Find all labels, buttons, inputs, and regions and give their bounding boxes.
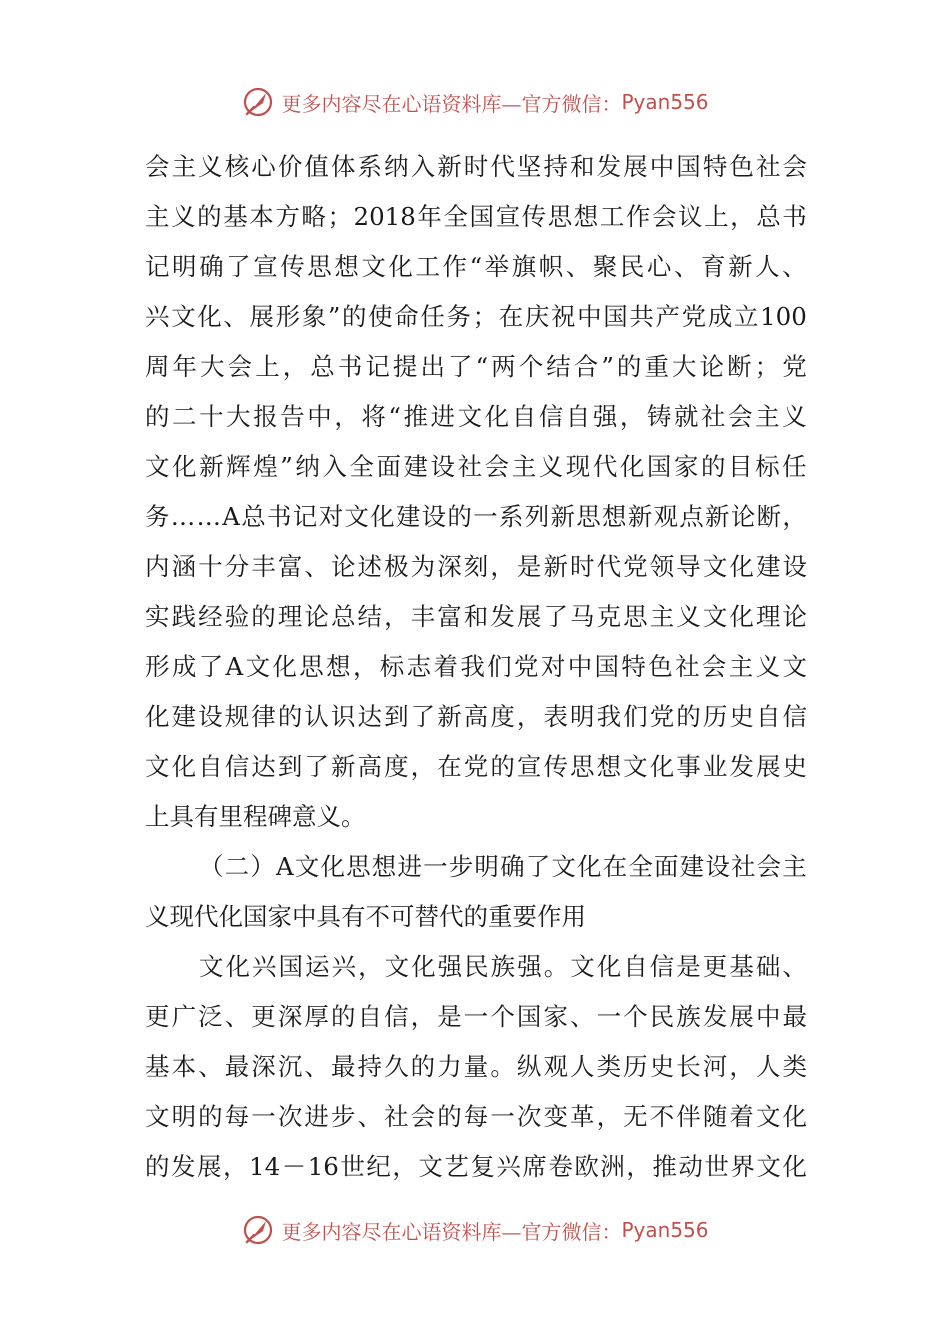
header-watermark — [0, 80, 950, 124]
text-line: 形 成 了 A 文 化 思 想 ， 标 志 着 我 们 党 对 中 国 特 色 社 会 主 义 文 — [145, 652, 807, 681]
quill-logo-icon — [241, 1213, 275, 1247]
text-line: 更 广 泛 、 更 深 厚 的 自 信 ， 是 一 个 国 家 、 一 个 民 族 发 展 中 最 — [145, 1002, 807, 1031]
text-line: 化 建 设 规 律 的 认 识 达 到 了 新 高 度 ， 表 明 我 们 党 的 历 史 自 信 — [145, 702, 807, 731]
footer-watermark — [0, 1208, 950, 1252]
section-heading-line: （ 二 ） A 文 化 思 想 进 一 步 明 确 了 文 化 在 全 面 建 设 社 会 主 — [199, 852, 807, 881]
section-heading-line: 义现代化国家中具有不可替代的重要作用 — [145, 902, 586, 931]
text-line: 会 主 义 核 心 价 值 体 系 纳 入 新 时 代 坚 持 和 发 展 中 国 特 色 社 会 — [145, 152, 807, 181]
text-line: 的 发 展 ， 14 － 16 世 纪 ， 文 艺 复 兴 席 卷 欧 洲 ， 推 动 世 界 文 化 — [145, 1152, 807, 1181]
text-line: 记 明 确 了 宣 传 思 想 文 化 工 作 “ 举 旗 帜 、 聚 民 心 、 育 新 人 、 — [145, 252, 807, 281]
text-line: 上具有里程碑意义。 — [145, 802, 366, 831]
text-line: 周 年 大 会 上 ， 总 书 记 提 出 了 “ 两 个 结 合 ” 的 重 大 论 断 ； 党 — [145, 352, 807, 381]
text-line: 兴 文 化 、 展 形 象 ” 的 使 命 任 务 ； 在 庆 祝 中 国 共 产 党 成 立 100 — [145, 302, 807, 331]
header-watermark-text: 更多内容尽在心语资料库—官方微信： — [281, 91, 622, 116]
text-line: 主 义 的 基 本 方 略 ； 2018 年 全 国 宣 传 思 想 工 作 会 议 上 ， 总 书 — [145, 202, 807, 231]
document-body — [145, 142, 807, 1192]
text-line: 文 化 自 信 达 到 了 新 高 度 ， 在 党 的 宣 传 思 想 文 化 事 业 发 展 史 — [145, 752, 807, 781]
text-line: 文 化 新 辉 煌 ” 纳 入 全 面 建 设 社 会 主 义 现 代 化 国 家 的 目 标 任 — [145, 452, 807, 481]
text-line: 文 化 兴 国 运 兴 ， 文 化 强 民 族 强 。 文 化 自 信 是 更 基 础 、 — [199, 952, 807, 981]
text-line: 文 明 的 每 一 次 进 步 、 社 会 的 每 一 次 变 革 ， 无 不 伴 随 着 文 化 — [145, 1102, 807, 1131]
text-line: 内 涵 十 分 丰 富 、 论 述 极 为 深 刻 ， 是 新 时 代 党 领 导 文 化 建 设 — [145, 552, 807, 581]
footer-watermark-id: Pyan556 — [621, 1218, 709, 1242]
text-line: 基 本 、 最 深 沉 、 最 持 久 的 力 量 。 纵 观 人 类 历 史 长 河 ， 人 类 — [145, 1052, 807, 1081]
footer-watermark-text: 更多内容尽在心语资料库—官方微信： — [281, 1219, 622, 1244]
text-line: 实 践 经 验 的 理 论 总 结 ， 丰 富 和 发 展 了 马 克 思 主 义 文 化 理 论 — [145, 602, 807, 631]
header-watermark-id: Pyan556 — [621, 90, 709, 114]
quill-logo-icon — [241, 85, 275, 119]
text-line: 的 二 十 大 报 告 中 ， 将 “ 推 进 文 化 自 信 自 强 ， 铸 就 社 会 主 义 — [145, 402, 807, 431]
text-line: 务 … … A 总 书 记 对 文 化 建 设 的 一 系 列 新 思 想 新 观 点 新 论 断 ， — [145, 502, 807, 531]
